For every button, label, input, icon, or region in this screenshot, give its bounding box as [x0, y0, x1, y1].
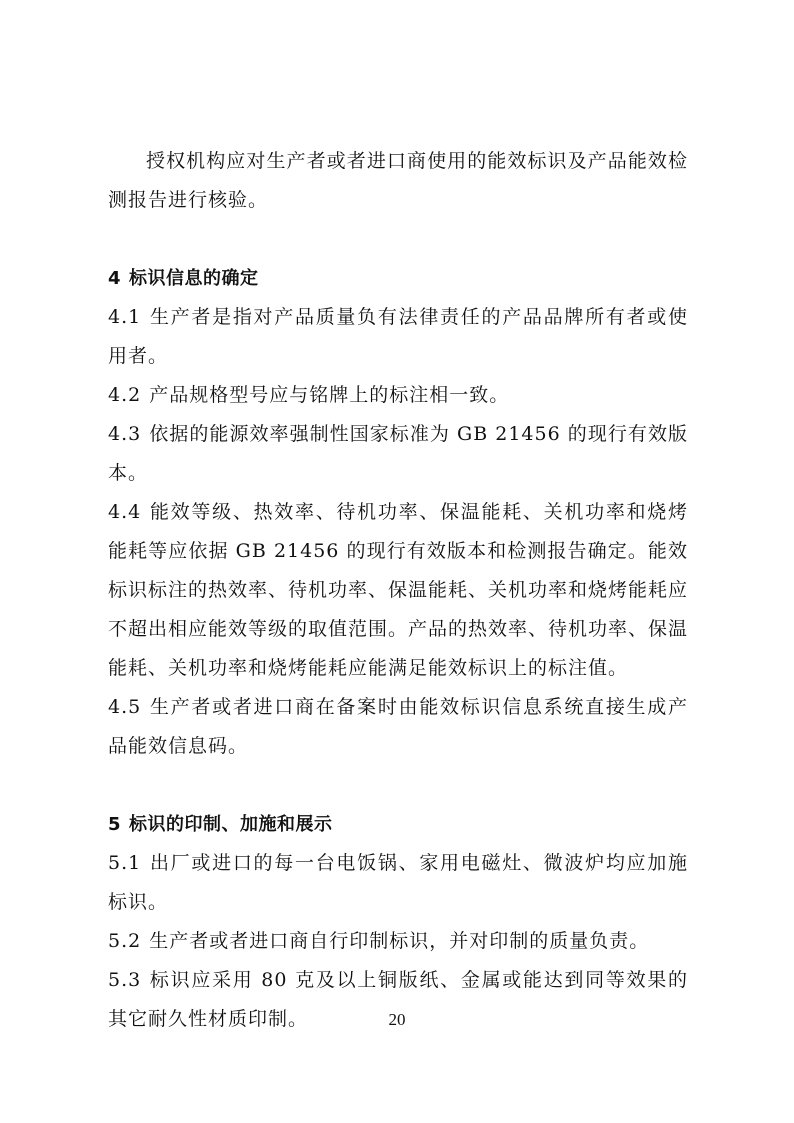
section-4-number: 4	[108, 268, 122, 289]
clause-4-5	[108, 688, 688, 766]
clause-text: 依据的能源效率强制性国家标准为 GB 21456 的现行有效版本。	[108, 423, 688, 484]
clause-text: 生产者或者进口商在备案时由能效标识信息系统直接生成产品能效信息码。	[108, 696, 688, 757]
clause-number: 4.1	[108, 306, 142, 328]
clause-4-3	[108, 415, 688, 493]
section-4-heading	[108, 259, 688, 298]
clause-text: 生产者或者进口商自行印制标识，并对印制的质量负责。	[149, 930, 650, 952]
section-5-heading	[108, 805, 688, 844]
spacer	[108, 220, 688, 259]
clause-5-2	[108, 922, 688, 961]
section-5-number: 5	[108, 814, 122, 835]
document-body	[108, 142, 688, 1039]
clause-5-1	[108, 844, 688, 922]
clause-4-4	[108, 493, 688, 688]
clause-number: 5.3	[108, 969, 142, 991]
clause-text: 产品规格型号应与铭牌上的标注相一致。	[149, 384, 510, 406]
page-number: 20	[388, 1010, 406, 1029]
clause-text: 生产者是指对产品质量负有法律责任的产品品牌所有者或使用者。	[108, 306, 688, 367]
clause-text: 能效等级、热效率、待机功率、保温能耗、关机功率和烧烤能耗等应依据 GB 21456 的现行有效版本和检测报告确定。能效标识标注的热效率、待机功率、保温能耗、关机功率和烧烤能耗应不超出相应能效等级的取值范围。产品的热效率、待机功率、保温能耗、关机功率和烧烤能耗应能满足能效标识上的标注值。	[108, 501, 689, 679]
clause-text: 标识应采用 80 克及以上铜版纸、金属或能达到同等效果的其它耐久性材质印制。	[108, 969, 688, 1030]
spacer	[108, 766, 688, 805]
clause-number: 5.2	[108, 930, 142, 952]
intro-paragraph: 授权机构应对生产者或者进口商使用的能效标识及产品能效检测报告进行核验。	[108, 150, 688, 211]
clause-4-2	[108, 376, 688, 415]
clause-number: 4.2	[108, 384, 142, 406]
clause-number: 4.4	[108, 501, 142, 523]
clause-number: 4.3	[108, 423, 142, 445]
clause-4-1	[108, 298, 688, 376]
clause-text: 出厂或进口的每一台电饭锅、家用电磁灶、微波炉均应加施标识。	[108, 852, 688, 913]
section-5-title: 标识的印制、加施和展示	[129, 814, 333, 835]
clause-number: 4.5	[108, 696, 142, 718]
clause-number: 5.1	[108, 852, 142, 874]
section-4-title: 标识信息的确定	[129, 268, 259, 289]
